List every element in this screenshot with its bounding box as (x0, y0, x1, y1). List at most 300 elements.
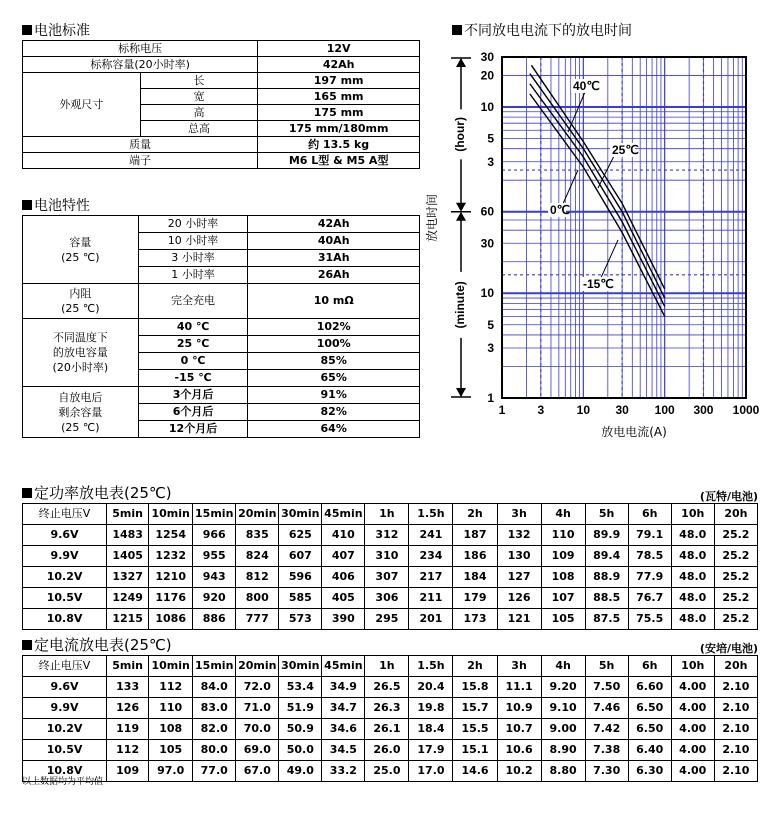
value-cell: 50.9 (279, 719, 322, 740)
y-tick-label-minute: 1 (487, 391, 494, 405)
y-tick-label-minute: 10 (480, 286, 494, 301)
end-voltage-cell: 10.2V (23, 719, 107, 740)
table-row (23, 567, 758, 588)
resistance-label-line1: 内阻 (69, 287, 92, 300)
value-cell: 17.9 (409, 740, 453, 761)
capacity-value: 40Ah (248, 233, 420, 250)
value-cell: 53.4 (279, 677, 322, 698)
nominal-capacity-value: 42Ah (258, 57, 420, 73)
value-cell: 67.0 (236, 761, 279, 782)
value-cell: 2.10 (714, 698, 757, 719)
duration-header: 6h (628, 656, 671, 677)
power-table-title-text: 定功率放电表(25℃) (34, 484, 172, 502)
duration-header: 45min (322, 656, 365, 677)
self-discharge-period: 6个月后 (138, 404, 248, 421)
value-cell: 130 (497, 546, 541, 567)
value-cell: 7.42 (585, 719, 628, 740)
value-cell: 211 (409, 588, 453, 609)
value-cell: 920 (193, 588, 236, 609)
arrow-up-icon (456, 212, 466, 221)
value-cell: 89.4 (585, 546, 628, 567)
duration-header: 10min (149, 656, 193, 677)
value-cell: 25.2 (714, 588, 757, 609)
value-cell: 25.2 (714, 546, 757, 567)
temperature-capacity-value: 100% (248, 336, 420, 353)
table-row (23, 677, 758, 698)
total-height-label: 总高 (140, 121, 258, 137)
value-cell: 108 (149, 719, 193, 740)
table-row (23, 546, 758, 567)
y-axis-label: 放电时间 (425, 193, 439, 243)
temperature: -15 ℃ (138, 370, 248, 387)
value-cell: 943 (193, 567, 236, 588)
value-cell: 34.6 (322, 719, 365, 740)
nominal-capacity-label: 标称容量(20小时率) (23, 57, 258, 73)
value-cell: 596 (279, 567, 322, 588)
value-cell: 34.5 (322, 740, 365, 761)
value-cell: 800 (236, 588, 279, 609)
value-cell: 406 (322, 567, 365, 588)
table-header-row (23, 504, 758, 525)
width-label: 宽 (140, 89, 258, 105)
end-voltage-cell: 9.6V (23, 525, 107, 546)
temperature: 25 ℃ (138, 336, 248, 353)
value-cell: 15.7 (453, 698, 497, 719)
value-cell: 310 (365, 546, 409, 567)
characteristics-section-title (22, 198, 90, 214)
x-tick-label: 30 (615, 403, 629, 417)
value-cell: 88.5 (585, 588, 628, 609)
value-cell: 1215 (107, 609, 149, 630)
power-discharge-table (22, 503, 758, 630)
value-cell: 955 (193, 546, 236, 567)
value-cell: 87.5 (585, 609, 628, 630)
value-cell: 573 (279, 609, 322, 630)
value-cell: 127 (497, 567, 541, 588)
x-tick-label: 300 (693, 403, 714, 417)
value-cell: 2.10 (714, 761, 757, 782)
end-voltage-cell: 10.8V (23, 761, 107, 782)
self-discharge-label (23, 387, 139, 438)
value-cell: 108 (541, 567, 585, 588)
x-tick-label: 3 (537, 403, 545, 417)
power-table-title (22, 485, 172, 501)
value-cell: 109 (107, 761, 149, 782)
duration-header: 5h (585, 504, 628, 525)
capacity-label-line2: (25 ℃) (61, 250, 100, 264)
power-table-unit: (瓦特/电池) (699, 490, 758, 503)
value-cell: 1086 (149, 609, 193, 630)
duration-header: 20min (236, 656, 279, 677)
value-cell: 307 (365, 567, 409, 588)
terminal-value: M6 L型 & M5 A型 (258, 153, 420, 169)
duration-header: 5min (107, 656, 149, 677)
y-tick-label-hour: 20 (480, 68, 494, 83)
value-cell: 312 (365, 525, 409, 546)
value-cell: 49.0 (279, 761, 322, 782)
duration-header: 1.5h (409, 504, 453, 525)
value-cell: 15.8 (453, 677, 497, 698)
value-cell: 187 (453, 525, 497, 546)
y-tick-label-hour: 30 (480, 50, 494, 64)
value-cell: 75.5 (628, 609, 671, 630)
value-cell: 112 (149, 677, 193, 698)
square-bullet-icon (22, 640, 32, 650)
height-value: 175 mm (258, 105, 420, 121)
value-cell: 8.90 (541, 740, 585, 761)
value-cell: 51.9 (279, 698, 322, 719)
value-cell: 110 (541, 525, 585, 546)
duration-header: 30min (279, 656, 322, 677)
value-cell: 1327 (107, 567, 149, 588)
curve-leader-line (600, 240, 618, 280)
value-cell: 105 (541, 609, 585, 630)
temp-label-line3: (20小时率) (52, 361, 109, 374)
duration-header: 30min (279, 504, 322, 525)
value-cell: 2.10 (714, 719, 757, 740)
table-row (23, 609, 758, 630)
capacity-label-line1: 容量 (69, 235, 92, 249)
value-cell: 7.46 (585, 698, 628, 719)
value-cell: 10.7 (497, 719, 541, 740)
curve-1 (531, 65, 664, 289)
value-cell: 234 (409, 546, 453, 567)
duration-header: 15min (193, 656, 236, 677)
chart-section-title (452, 23, 632, 39)
value-cell: 407 (322, 546, 365, 567)
value-cell: 69.0 (236, 740, 279, 761)
value-cell: 132 (497, 525, 541, 546)
duration-header: 10h (671, 504, 714, 525)
x-tick-label: 100 (654, 403, 675, 417)
value-cell: 89.9 (585, 525, 628, 546)
value-cell: 17.0 (409, 761, 453, 782)
capacity-rate: 1 小时率 (138, 267, 248, 284)
value-cell: 173 (453, 609, 497, 630)
value-cell: 186 (453, 546, 497, 567)
value-cell: 2.10 (714, 740, 757, 761)
current-table-title (22, 637, 172, 653)
value-cell: 1210 (149, 567, 193, 588)
temperature-capacity-label (23, 319, 139, 387)
value-cell: 4.00 (671, 698, 714, 719)
standard-section-title (22, 23, 90, 39)
value-cell: 886 (193, 609, 236, 630)
width-value: 165 mm (258, 89, 420, 105)
value-cell: 110 (149, 698, 193, 719)
duration-header: 20min (236, 504, 279, 525)
self-discharge-value: 82% (248, 404, 420, 421)
resistance-label-line2: (25 ℃) (61, 302, 100, 315)
self-discharge-period: 3个月后 (138, 387, 248, 404)
capacity-value: 26Ah (248, 267, 420, 284)
value-cell: 109 (541, 546, 585, 567)
value-cell: 19.8 (409, 698, 453, 719)
y-tick-label-hour: 10 (480, 99, 494, 114)
terminal-label: 端子 (23, 153, 258, 169)
duration-header: 3h (497, 504, 541, 525)
curve-label: -15℃ (583, 277, 614, 291)
x-tick-label: 1000 (732, 403, 760, 417)
footnote: 以上数据均为平均值 (22, 777, 104, 787)
value-cell: 14.6 (453, 761, 497, 782)
capacity-label (23, 216, 139, 284)
self-discharge-period: 12个月后 (138, 421, 248, 438)
value-cell: 625 (279, 525, 322, 546)
value-cell: 1232 (149, 546, 193, 567)
value-cell: 25.2 (714, 609, 757, 630)
value-cell: 405 (322, 588, 365, 609)
value-cell: 25.0 (365, 761, 409, 782)
duration-header: 2h (453, 656, 497, 677)
capacity-value: 31Ah (248, 250, 420, 267)
temperature: 40 ℃ (138, 319, 248, 336)
temperature-capacity-value: 85% (248, 353, 420, 370)
value-cell: 306 (365, 588, 409, 609)
y-tick-label-hour: 3 (487, 154, 494, 169)
value-cell: 88.9 (585, 567, 628, 588)
value-cell: 48.0 (671, 567, 714, 588)
value-cell: 26.0 (365, 740, 409, 761)
self-label-line3: (25 ℃) (61, 420, 100, 434)
end-voltage-cell: 9.6V (23, 677, 107, 698)
value-cell: 50.0 (279, 740, 322, 761)
value-cell: 15.1 (453, 740, 497, 761)
y-tick-label-minute: 30 (480, 236, 494, 251)
duration-header: 45min (322, 504, 365, 525)
value-cell: 4.00 (671, 719, 714, 740)
value-cell: 82.0 (193, 719, 236, 740)
value-cell: 20.4 (409, 677, 453, 698)
value-cell: 4.00 (671, 761, 714, 782)
value-cell: 126 (107, 698, 149, 719)
value-cell: 119 (107, 719, 149, 740)
value-cell: 79.1 (628, 525, 671, 546)
value-cell: 777 (236, 609, 279, 630)
value-cell: 835 (236, 525, 279, 546)
value-cell: 390 (322, 609, 365, 630)
value-cell: 26.5 (365, 677, 409, 698)
value-cell: 72.0 (236, 677, 279, 698)
arrow-down-icon (456, 388, 466, 397)
duration-header: 6h (628, 504, 671, 525)
standard-title-text: 电池标准 (34, 23, 90, 39)
resistance-label (23, 284, 139, 319)
table-row (23, 525, 758, 546)
value-cell: 48.0 (671, 609, 714, 630)
end-voltage-cell: 10.8V (23, 609, 107, 630)
value-cell: 6.30 (628, 761, 671, 782)
duration-header: 5h (585, 656, 628, 677)
end-voltage-cell: 9.9V (23, 546, 107, 567)
value-cell: 6.40 (628, 740, 671, 761)
value-cell: 241 (409, 525, 453, 546)
value-cell: 15.5 (453, 719, 497, 740)
standard-table (22, 40, 420, 169)
temperature-capacity-value: 65% (248, 370, 420, 387)
value-cell: 25.2 (714, 525, 757, 546)
value-cell: 7.30 (585, 761, 628, 782)
duration-header: 1.5h (409, 656, 453, 677)
square-bullet-icon (22, 488, 32, 498)
mass-label: 质量 (23, 137, 258, 153)
y-tick-label-minute: 5 (487, 317, 494, 332)
value-cell: 6.60 (628, 677, 671, 698)
value-cell: 217 (409, 567, 453, 588)
resistance-value: 10 mΩ (248, 284, 420, 319)
end-voltage-cell: 10.5V (23, 740, 107, 761)
value-cell: 26.3 (365, 698, 409, 719)
table-row (23, 588, 758, 609)
curve-label: 0℃ (550, 203, 571, 217)
value-cell: 25.2 (714, 567, 757, 588)
value-cell: 6.50 (628, 719, 671, 740)
value-cell: 34.9 (322, 677, 365, 698)
duration-header: 3h (497, 656, 541, 677)
value-cell: 133 (107, 677, 149, 698)
characteristics-title-text: 电池特性 (34, 198, 90, 214)
value-cell: 179 (453, 588, 497, 609)
duration-header: 4h (541, 656, 585, 677)
value-cell: 10.2 (497, 761, 541, 782)
temp-label-line1: 不同温度下 (52, 331, 108, 344)
duration-header: 20h (714, 656, 757, 677)
value-cell: 121 (497, 609, 541, 630)
temperature: 0 ℃ (138, 353, 248, 370)
value-cell: 71.0 (236, 698, 279, 719)
duration-header: 5min (107, 504, 149, 525)
value-cell: 76.7 (628, 588, 671, 609)
value-cell: 48.0 (671, 588, 714, 609)
nominal-voltage-value: 12V (258, 41, 420, 57)
temp-label-line2: 的放电容量 (52, 346, 108, 359)
mass-value: 约 13.5 kg (258, 137, 420, 153)
end-voltage-header: 终止电压V (23, 504, 107, 525)
value-cell: 6.50 (628, 698, 671, 719)
chart-title-text: 不同放电电流下的放电时间 (464, 23, 632, 39)
value-cell: 9.20 (541, 677, 585, 698)
value-cell: 1405 (107, 546, 149, 567)
value-cell: 2.10 (714, 677, 757, 698)
end-voltage-cell: 10.2V (23, 567, 107, 588)
value-cell: 83.0 (193, 698, 236, 719)
value-cell: 11.1 (497, 677, 541, 698)
y-tick-label-minute: 3 (487, 341, 494, 356)
length-label: 长 (140, 73, 258, 89)
table-row (23, 761, 758, 782)
current-discharge-table (22, 655, 758, 782)
duration-header: 2h (453, 504, 497, 525)
temperature-capacity-value: 102% (248, 319, 420, 336)
duration-header: 20h (714, 504, 757, 525)
value-cell: 18.4 (409, 719, 453, 740)
value-cell: 410 (322, 525, 365, 546)
table-row (23, 719, 758, 740)
current-table-unit: (安培/电池) (699, 642, 758, 655)
x-tick-label: 10 (576, 403, 591, 417)
self-label-line2: 剩余容量 (58, 405, 103, 419)
value-cell: 1483 (107, 525, 149, 546)
capacity-value: 42Ah (248, 216, 420, 233)
value-cell: 80.0 (193, 740, 236, 761)
value-cell: 105 (149, 740, 193, 761)
end-voltage-cell: 10.5V (23, 588, 107, 609)
duration-header: 1h (365, 656, 409, 677)
minute-axis-label: (minute) (453, 281, 468, 329)
value-cell: 184 (453, 567, 497, 588)
square-bullet-icon (452, 25, 462, 35)
value-cell: 585 (279, 588, 322, 609)
characteristics-table (22, 215, 420, 438)
y-tick-label-minute: 60 (480, 204, 494, 219)
value-cell: 607 (279, 546, 322, 567)
table-header-row (23, 656, 758, 677)
total-height-value: 175 mm/180mm (258, 121, 420, 137)
resistance-condition: 完全充电 (138, 284, 248, 319)
value-cell: 812 (236, 567, 279, 588)
value-cell: 77.9 (628, 567, 671, 588)
dimensions-label: 外观尺寸 (23, 73, 141, 137)
value-cell: 34.7 (322, 698, 365, 719)
self-discharge-value: 91% (248, 387, 420, 404)
curve-label: 25℃ (612, 143, 639, 157)
value-cell: 97.0 (149, 761, 193, 782)
y-tick-label-hour: 5 (487, 131, 494, 146)
x-axis-label: 放电电流(A) (601, 425, 667, 439)
value-cell: 824 (236, 546, 279, 567)
value-cell: 10.9 (497, 698, 541, 719)
self-discharge-value: 64% (248, 421, 420, 438)
value-cell: 26.1 (365, 719, 409, 740)
value-cell: 48.0 (671, 546, 714, 567)
capacity-rate: 3 小时率 (138, 250, 248, 267)
arrow-down-icon (456, 203, 466, 212)
value-cell: 201 (409, 609, 453, 630)
value-cell: 4.00 (671, 740, 714, 761)
duration-header: 10h (671, 656, 714, 677)
table-row (23, 698, 758, 719)
value-cell: 48.0 (671, 525, 714, 546)
length-value: 197 mm (258, 73, 420, 89)
value-cell: 112 (107, 740, 149, 761)
curve-leader-line (598, 156, 614, 188)
value-cell: 77.0 (193, 761, 236, 782)
value-cell: 126 (497, 588, 541, 609)
value-cell: 7.38 (585, 740, 628, 761)
square-bullet-icon (22, 25, 32, 35)
curve-label: 40℃ (573, 79, 600, 93)
value-cell: 966 (193, 525, 236, 546)
table-row (23, 740, 758, 761)
value-cell: 1254 (149, 525, 193, 546)
x-tick-label: 1 (498, 403, 506, 417)
value-cell: 295 (365, 609, 409, 630)
value-cell: 9.00 (541, 719, 585, 740)
duration-header: 4h (541, 504, 585, 525)
value-cell: 70.0 (236, 719, 279, 740)
value-cell: 7.50 (585, 677, 628, 698)
value-cell: 107 (541, 588, 585, 609)
end-voltage-header: 终止电压V (23, 656, 107, 677)
duration-header: 1h (365, 504, 409, 525)
value-cell: 1249 (107, 588, 149, 609)
duration-header: 10min (149, 504, 193, 525)
end-voltage-cell: 9.9V (23, 698, 107, 719)
value-cell: 8.80 (541, 761, 585, 782)
square-bullet-icon (22, 200, 32, 210)
value-cell: 78.5 (628, 546, 671, 567)
discharge-chart (425, 40, 770, 460)
